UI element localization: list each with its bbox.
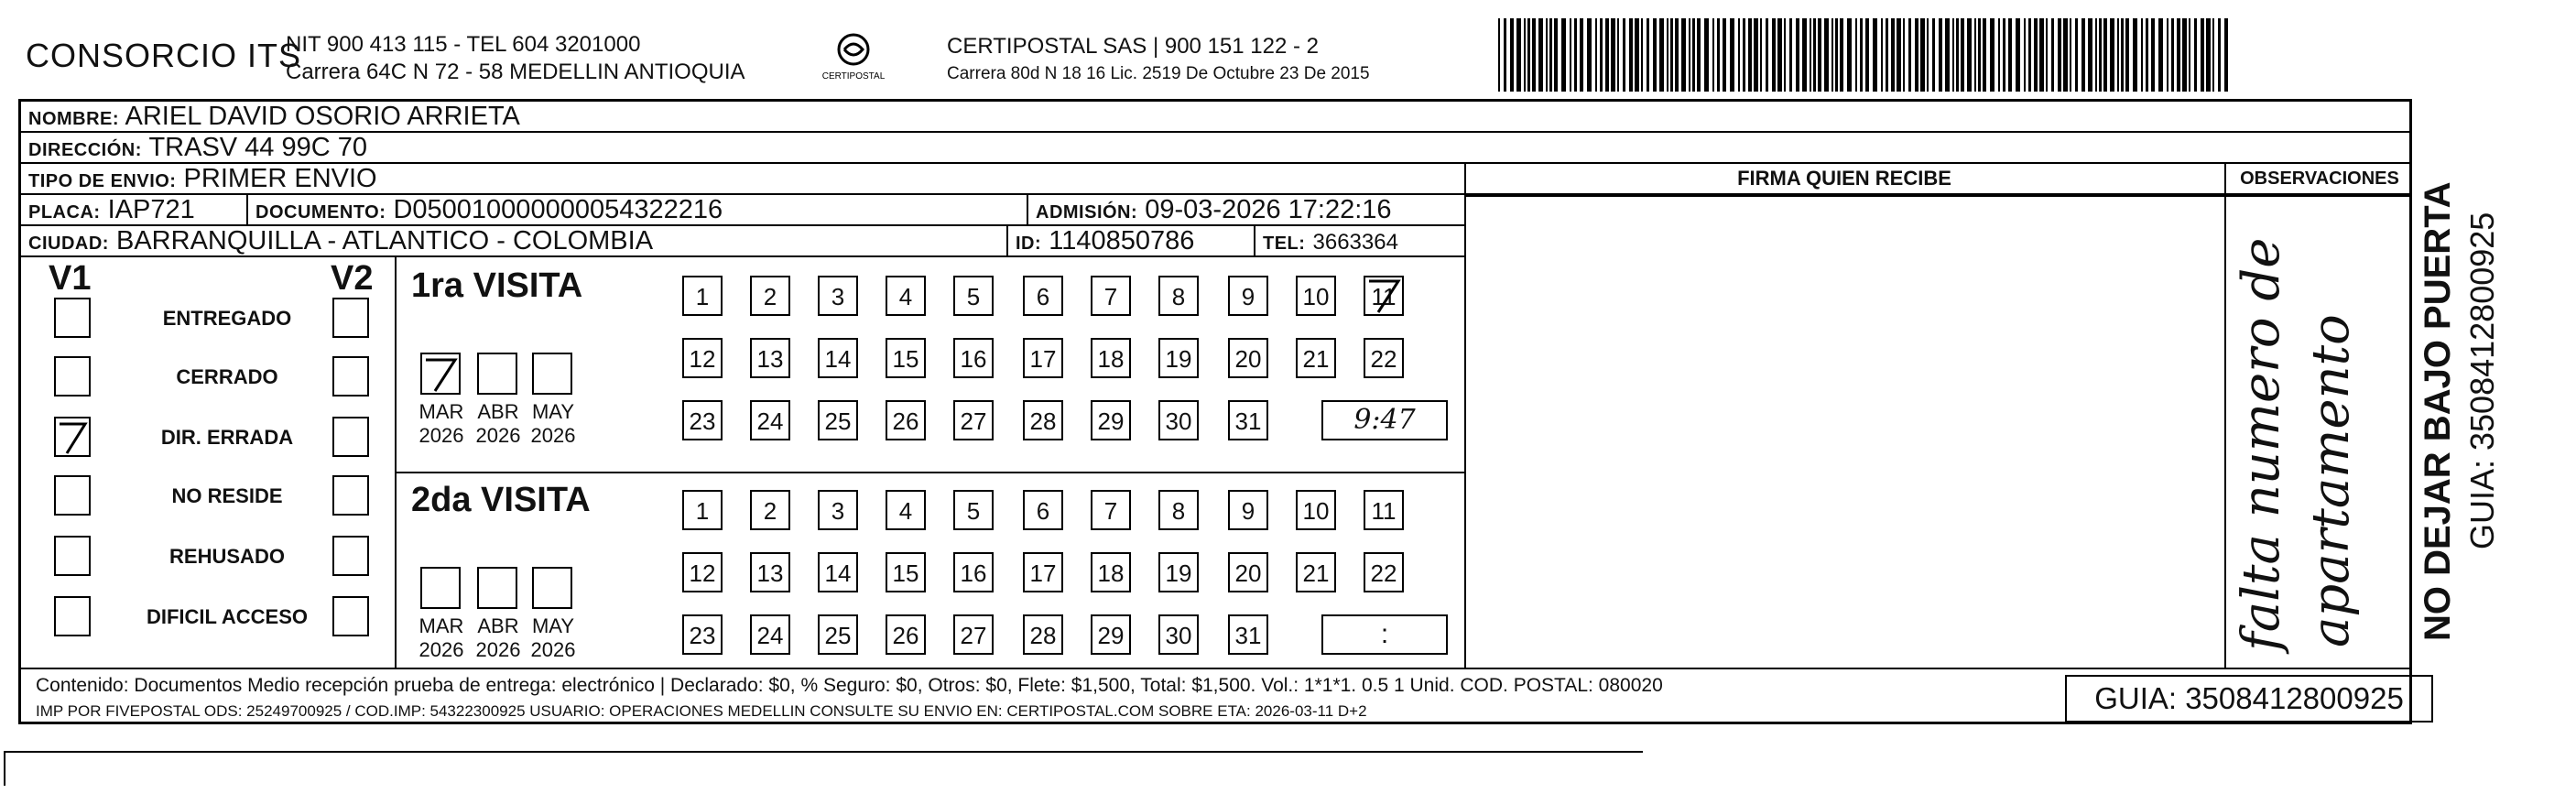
tipo-value: PRIMER ENVIO bbox=[183, 164, 377, 193]
second-visit-day-box[interactable]: 1 bbox=[682, 490, 723, 530]
first-visit-day-box[interactable]: 31 bbox=[1228, 400, 1268, 440]
barcode-bar bbox=[1956, 18, 1959, 92]
barcode-bar bbox=[2189, 18, 2190, 92]
barcode-bar bbox=[1641, 18, 1643, 92]
first-visit-day-box[interactable]: 30 bbox=[1158, 400, 1199, 440]
first-visit-day-box[interactable]: 10 bbox=[1296, 276, 1336, 316]
barcode-bar bbox=[2141, 18, 2143, 92]
status-reason-label: CERRADO bbox=[176, 365, 278, 388]
first-visit-day-box[interactable]: 26 bbox=[886, 400, 926, 440]
barcode-bar bbox=[1974, 18, 1976, 92]
second-visit-month-checkbox[interactable] bbox=[477, 567, 517, 609]
barcode-bar bbox=[1546, 18, 1548, 92]
month-year: 2026 bbox=[530, 638, 576, 661]
barcode-bar bbox=[1574, 18, 1577, 92]
barcode-bar bbox=[2201, 18, 2204, 92]
first-visit-day-box[interactable]: 20 bbox=[1228, 338, 1268, 378]
certipostal-logo bbox=[817, 29, 890, 86]
barcode bbox=[1498, 18, 2231, 92]
first-visit-day-box[interactable]: 9 bbox=[1228, 276, 1268, 316]
barcode-bar bbox=[2121, 18, 2124, 92]
second-visit-day-box[interactable]: 25 bbox=[818, 614, 858, 655]
barcode-bar bbox=[1524, 18, 1526, 92]
month-year: 2026 bbox=[418, 638, 464, 661]
first-visit-day-box[interactable]: 28 bbox=[1023, 400, 1063, 440]
month-name: MAR bbox=[418, 614, 464, 637]
row-ciudad bbox=[21, 226, 1464, 257]
barcode-bar bbox=[1855, 18, 1857, 92]
v1-checkbox[interactable] bbox=[54, 475, 91, 516]
barcode-bar bbox=[2034, 18, 2038, 92]
barcode-bar bbox=[2177, 18, 2180, 92]
barcode-bar bbox=[1605, 18, 1609, 92]
second-visit-day-box[interactable]: 5 bbox=[953, 490, 994, 530]
barcode-bar bbox=[1738, 18, 1740, 92]
month-year: 2026 bbox=[418, 424, 464, 447]
barcode-bar bbox=[1824, 18, 1829, 92]
placa-value: IAP721 bbox=[107, 195, 195, 224]
status-divider bbox=[395, 257, 397, 668]
second-visit-day-box[interactable]: 8 bbox=[1158, 490, 1199, 530]
v2-checkbox[interactable] bbox=[332, 298, 369, 338]
barcode-bar bbox=[1712, 18, 1714, 92]
first-visit-day-box[interactable]: 15 bbox=[886, 338, 926, 378]
company-info bbox=[286, 31, 745, 86]
bottom-rule-left bbox=[4, 751, 5, 786]
ciudad-cell bbox=[21, 226, 1006, 255]
delivery-form bbox=[18, 99, 2412, 724]
admision-label: ADMISIÓN: bbox=[1036, 202, 1138, 223]
barcode-bar bbox=[2110, 18, 2114, 92]
barcode-bar bbox=[2117, 18, 2119, 92]
firma-header: FIRMA QUIEN RECIBE bbox=[1737, 167, 1951, 190]
barcode-bar bbox=[2088, 18, 2092, 92]
barcode-bar bbox=[1554, 18, 1558, 92]
footer-line-1: Contenido: Documentos Medio recepción prueba de entrega: electrónico | Declarado: $0, % Seguro: $0, Otros: $0, Flete: $1,500, Total: $1,500. Vol.: 1*1*1. 0.5 1 Unid. COD. POSTAL: 080020 bbox=[36, 675, 1663, 696]
second-visit-day-box[interactable]: 30 bbox=[1158, 614, 1199, 655]
check-mark-icon bbox=[56, 418, 89, 455]
first-visit-day-box[interactable]: 7 bbox=[1091, 276, 1131, 316]
barcode-bar bbox=[1723, 18, 1726, 92]
check-mark-icon bbox=[1365, 277, 1402, 325]
barcode-bar bbox=[1611, 18, 1615, 92]
barcode-bar bbox=[2051, 18, 2054, 92]
first-visit-day-box[interactable]: 4 bbox=[886, 276, 926, 316]
first-visit-day-box[interactable] bbox=[1364, 276, 1404, 316]
second-visit-day-box[interactable]: 13 bbox=[750, 552, 790, 592]
second-visit-day-box[interactable]: 24 bbox=[750, 614, 790, 655]
first-visit-day-box[interactable]: 5 bbox=[953, 276, 994, 316]
first-visit-day-box[interactable]: 1 bbox=[682, 276, 723, 316]
barcode-bar bbox=[1629, 18, 1633, 92]
second-visit-day-box[interactable]: 15 bbox=[886, 552, 926, 592]
barcode-bar bbox=[2206, 18, 2211, 92]
barcode-bar bbox=[2008, 18, 2012, 92]
second-visit-day-box[interactable]: 11 bbox=[1364, 490, 1404, 530]
month-name: MAR bbox=[418, 400, 464, 423]
barcode-bar bbox=[1692, 18, 1695, 92]
barcode-bar bbox=[1847, 18, 1852, 92]
barcode-bar bbox=[1881, 18, 1883, 92]
barcode-bar bbox=[1538, 18, 1543, 92]
v2-header: V2 bbox=[331, 259, 374, 298]
month-name: MAY bbox=[531, 614, 575, 637]
v2-checkbox[interactable] bbox=[332, 596, 369, 636]
barcode-bar bbox=[1675, 18, 1679, 92]
observation-line-2: apartamento bbox=[2301, 314, 2361, 647]
check-mark-icon bbox=[422, 354, 459, 393]
second-visit-day-box[interactable]: 6 bbox=[1023, 490, 1063, 530]
barcode-bar bbox=[2218, 18, 2221, 92]
second-visit-day-box[interactable]: 14 bbox=[818, 552, 858, 592]
barcode-bar bbox=[1667, 18, 1668, 92]
first-visit-day-box[interactable]: 25 bbox=[818, 400, 858, 440]
first-visit-day-box[interactable]: 17 bbox=[1023, 338, 1063, 378]
first-visit-day-box[interactable]: 23 bbox=[682, 400, 723, 440]
barcode-bar bbox=[1704, 18, 1709, 92]
barcode-bar bbox=[1653, 18, 1657, 92]
barcode-bar bbox=[2024, 18, 2026, 92]
barcode-bar bbox=[1580, 18, 1583, 92]
nit-line: NIT 900 413 115 - TEL 604 3201000 bbox=[286, 32, 641, 57]
barcode-bar bbox=[1670, 18, 1673, 92]
firma-header-underline bbox=[1464, 195, 2409, 197]
side-warning: NO DEJAR BAJO PUERTA bbox=[2418, 181, 2458, 641]
barcode-bar bbox=[2039, 18, 2044, 92]
barcode-bar bbox=[1730, 18, 1734, 92]
barcode-bar bbox=[2133, 18, 2137, 92]
barcode-bar bbox=[1860, 18, 1863, 92]
barcode-bar bbox=[1516, 18, 1521, 92]
barcode-bar bbox=[2125, 18, 2129, 92]
barcode-bar bbox=[1498, 18, 1500, 92]
barcode-bar bbox=[2046, 18, 2048, 92]
id-value: 1140850786 bbox=[1049, 226, 1195, 255]
guia-box: GUIA: 3508412800925 bbox=[2065, 675, 2433, 723]
barcode-bar bbox=[1908, 18, 1911, 92]
barcode-bar bbox=[1920, 18, 1925, 92]
status-reason-label: NO RESIDE bbox=[171, 484, 283, 507]
barcode-bar bbox=[2224, 18, 2228, 92]
first-visit-day-box[interactable]: 12 bbox=[682, 338, 723, 378]
barcode-bar bbox=[1689, 18, 1690, 92]
tel-cell bbox=[1254, 226, 1464, 255]
v1-header: V1 bbox=[49, 259, 92, 298]
barcode-bar bbox=[1532, 18, 1536, 92]
barcode-bar bbox=[2075, 18, 2078, 92]
barcode-bar bbox=[2099, 18, 2102, 92]
barcode-bar bbox=[1510, 18, 1514, 92]
barcode-bar bbox=[1777, 18, 1782, 92]
first-visit-day-box[interactable]: 6 bbox=[1023, 276, 1063, 316]
firma-divider bbox=[1464, 164, 1466, 668]
admision-cell bbox=[1027, 195, 1464, 224]
nombre-value: ARIEL DAVID OSORIO ARRIETA bbox=[125, 102, 520, 131]
barcode-bar bbox=[1766, 18, 1768, 92]
second-visit-day-box[interactable]: 12 bbox=[682, 552, 723, 592]
barcode-bar bbox=[1978, 18, 1981, 92]
second-visit-title: 2da VISITA bbox=[411, 481, 591, 519]
address-line: Carrera 64C N 72 - 58 MEDELLIN ANTIOQUIA bbox=[286, 60, 745, 84]
first-visit-month-label bbox=[521, 400, 585, 448]
second-visit-day-box[interactable]: 10 bbox=[1296, 490, 1336, 530]
v1-checkbox[interactable] bbox=[54, 536, 91, 576]
second-visit-day-box[interactable]: 16 bbox=[953, 552, 994, 592]
first-visit-month-label bbox=[409, 400, 473, 448]
second-visit-day-box[interactable]: 4 bbox=[886, 490, 926, 530]
barcode-bar bbox=[1748, 18, 1752, 92]
first-visit-month-checkbox[interactable] bbox=[477, 353, 517, 395]
barcode-bar bbox=[1831, 18, 1833, 92]
barcode-bar bbox=[1681, 18, 1686, 92]
company-name: CONSORCIO ITS bbox=[26, 37, 302, 74]
second-visit-day-box[interactable]: 27 bbox=[953, 614, 994, 655]
first-visit-day-box[interactable]: 14 bbox=[818, 338, 858, 378]
second-visit-month-checkbox[interactable] bbox=[420, 567, 461, 609]
barcode-bar bbox=[1810, 18, 1811, 92]
barcode-bar bbox=[1754, 18, 1758, 92]
first-visit-title: 1ra VISITA bbox=[411, 266, 583, 305]
status-reason-label: REHUSADO bbox=[169, 545, 285, 568]
v2-checkbox[interactable] bbox=[332, 475, 369, 516]
first-visit-day-box[interactable]: 22 bbox=[1364, 338, 1404, 378]
visit-divider bbox=[395, 472, 1464, 473]
logo-text: CERTIPOSTAL bbox=[821, 71, 886, 81]
certi-address: Carrera 80d N 18 16 Lic. 2519 De Octubre 23 De 2015 bbox=[947, 64, 1370, 83]
barcode-bar bbox=[1932, 18, 1935, 92]
second-visit-month-checkbox[interactable] bbox=[532, 567, 572, 609]
barcode-bar bbox=[2146, 18, 2148, 92]
barcode-bar bbox=[1527, 18, 1530, 92]
barcode-bar bbox=[1903, 18, 1905, 92]
barcode-bar bbox=[1891, 18, 1895, 92]
direccion-label: DIRECCIÓN: bbox=[28, 140, 142, 160]
barcode-bar bbox=[1939, 18, 1942, 92]
barcode-bar bbox=[1760, 18, 1762, 92]
tipo-label: TIPO DE ENVIO: bbox=[28, 171, 177, 191]
first-visit-month-checkbox[interactable] bbox=[532, 353, 572, 395]
barcode-bar bbox=[1549, 18, 1552, 92]
first-visit-day-box[interactable]: 21 bbox=[1296, 338, 1336, 378]
documento-value: D050010000000054322216 bbox=[393, 195, 723, 224]
barcode-bar bbox=[1717, 18, 1720, 92]
first-visit-day-box[interactable]: 27 bbox=[953, 400, 994, 440]
status-reason-label: DIR. ERRADA bbox=[160, 426, 294, 449]
barcode-bar bbox=[1927, 18, 1929, 92]
barcode-bar bbox=[1813, 18, 1816, 92]
placa-cell bbox=[21, 195, 246, 224]
second-visit-day-box[interactable]: 7 bbox=[1091, 490, 1131, 530]
barcode-bar bbox=[1961, 18, 1964, 92]
barcode-bar bbox=[1873, 18, 1877, 92]
barcode-bar bbox=[1772, 18, 1776, 92]
first-visit-time-box[interactable]: 9:47 bbox=[1321, 400, 1448, 440]
barcode-bar bbox=[1886, 18, 1888, 92]
v1-checkbox[interactable] bbox=[54, 356, 91, 397]
direccion-value: TRASV 44 99C 70 bbox=[148, 133, 368, 162]
second-visit-day-box[interactable]: 29 bbox=[1091, 614, 1131, 655]
first-visit-day-box[interactable]: 19 bbox=[1158, 338, 1199, 378]
row-placa bbox=[21, 195, 1464, 226]
second-visit-day-box[interactable]: 20 bbox=[1228, 552, 1268, 592]
first-visit-month-checkbox[interactable] bbox=[420, 353, 461, 395]
observaciones-header: OBSERVACIONES bbox=[2240, 168, 2399, 189]
barcode-bar bbox=[1802, 18, 1807, 92]
second-visit-day-box[interactable]: 3 bbox=[818, 490, 858, 530]
month-name: MAY bbox=[531, 400, 575, 423]
certipostal-info bbox=[947, 33, 1370, 88]
id-label: ID: bbox=[1016, 234, 1042, 254]
barcode-bar bbox=[2158, 18, 2163, 92]
barcode-bar bbox=[1784, 18, 1786, 92]
placa-label: PLACA: bbox=[28, 202, 101, 223]
v2-checkbox[interactable] bbox=[332, 536, 369, 576]
second-visit-day-box[interactable]: 26 bbox=[886, 614, 926, 655]
second-visit-day-box[interactable]: 2 bbox=[750, 490, 790, 530]
barcode-bar bbox=[1647, 18, 1649, 92]
barcode-bar bbox=[2212, 18, 2214, 92]
barcode-bar bbox=[2028, 18, 2031, 92]
row-tipo bbox=[21, 164, 2409, 195]
first-visit-day-box[interactable]: 2 bbox=[750, 276, 790, 316]
second-visit-day-box[interactable]: 17 bbox=[1023, 552, 1063, 592]
barcode-bar bbox=[1595, 18, 1597, 92]
first-visit-day-box[interactable]: 16 bbox=[953, 338, 994, 378]
second-visit-day-box[interactable]: 18 bbox=[1091, 552, 1131, 592]
barcode-bar bbox=[1897, 18, 1901, 92]
barcode-bar bbox=[1570, 18, 1571, 92]
barcode-bar bbox=[2182, 18, 2187, 92]
ciudad-value: BARRANQUILLA - ATLANTICO - COLOMBIA bbox=[116, 226, 654, 255]
month-year: 2026 bbox=[475, 424, 521, 447]
v1-checkbox[interactable] bbox=[54, 417, 91, 457]
id-cell bbox=[1006, 226, 1259, 255]
nombre-label: NOMBRE: bbox=[28, 109, 120, 129]
barcode-bar bbox=[2095, 18, 2097, 92]
v2-checkbox[interactable] bbox=[332, 417, 369, 457]
barcode-bar bbox=[1623, 18, 1625, 92]
barcode-bar bbox=[2171, 18, 2174, 92]
row-direccion bbox=[21, 133, 2409, 164]
first-visit-day-box[interactable]: 18 bbox=[1091, 338, 1131, 378]
second-visit-time-box[interactable]: : bbox=[1321, 614, 1448, 655]
barcode-bar bbox=[1865, 18, 1869, 92]
barcode-bar bbox=[2194, 18, 2197, 92]
second-visit-month-label bbox=[409, 614, 473, 662]
barcode-bar bbox=[1635, 18, 1639, 92]
month-name: ABR bbox=[477, 400, 519, 423]
barcode-bar bbox=[1504, 18, 1506, 92]
barcode-bar bbox=[1840, 18, 1843, 92]
barcode-bar bbox=[1789, 18, 1792, 92]
first-visit-day-box[interactable]: 24 bbox=[750, 400, 790, 440]
row-nombre bbox=[21, 102, 2409, 133]
documento-cell bbox=[246, 195, 1034, 224]
barcode-bar bbox=[1952, 18, 1954, 92]
bottom-rule bbox=[4, 751, 1643, 753]
barcode-bar bbox=[2167, 18, 2168, 92]
barcode-bar bbox=[1617, 18, 1619, 92]
second-visit-day-box[interactable]: 9 bbox=[1228, 490, 1268, 530]
tel-value: 3663364 bbox=[1312, 230, 1398, 255]
barcode-bar bbox=[2063, 18, 2068, 92]
second-visit-day-box[interactable]: 19 bbox=[1158, 552, 1199, 592]
barcode-bar bbox=[1600, 18, 1603, 92]
barcode-bar bbox=[1587, 18, 1592, 92]
barcode-bar bbox=[2070, 18, 2071, 92]
second-visit-day-box[interactable]: 31 bbox=[1228, 614, 1268, 655]
barcode-bar bbox=[2003, 18, 2005, 92]
barcode-bar bbox=[1945, 18, 1950, 92]
barcode-bar bbox=[1915, 18, 1918, 92]
first-visit-day-box[interactable]: 13 bbox=[750, 338, 790, 378]
barcode-bar bbox=[2016, 18, 2020, 92]
barcode-bar bbox=[2103, 18, 2107, 92]
barcode-bar bbox=[2151, 18, 2155, 92]
second-visit-month-label bbox=[521, 614, 585, 662]
barcode-bar bbox=[1697, 18, 1701, 92]
month-name: ABR bbox=[477, 614, 519, 637]
month-year: 2026 bbox=[530, 424, 576, 447]
footer bbox=[21, 668, 2409, 724]
barcode-bar bbox=[2081, 18, 2085, 92]
second-visit-day-box[interactable]: 28 bbox=[1023, 614, 1063, 655]
observation-line-1: falta numero de bbox=[2232, 237, 2291, 651]
barcode-bar bbox=[1659, 18, 1664, 92]
first-visit-day-box[interactable]: 3 bbox=[818, 276, 858, 316]
second-visit-day-box[interactable]: 21 bbox=[1296, 552, 1336, 592]
second-visit-day-box[interactable]: 22 bbox=[1364, 552, 1404, 592]
barcode-bar bbox=[1998, 18, 2000, 92]
second-visit-day-box[interactable]: 23 bbox=[682, 614, 723, 655]
barcode-bar bbox=[1835, 18, 1838, 92]
barcode-bar bbox=[1796, 18, 1799, 92]
barcode-bar bbox=[2058, 18, 2061, 92]
status-reason-label: ENTREGADO bbox=[162, 307, 292, 330]
status-reason-label: DIFICIL ACCESO bbox=[146, 605, 308, 628]
v1-checkbox[interactable] bbox=[54, 298, 91, 338]
v1-checkbox[interactable] bbox=[54, 596, 91, 636]
v2-checkbox[interactable] bbox=[332, 356, 369, 397]
observaciones-divider bbox=[2224, 164, 2226, 668]
barcode-bar bbox=[1818, 18, 1821, 92]
ciudad-label: CIUDAD: bbox=[28, 234, 109, 254]
barcode-bar bbox=[1983, 18, 1986, 92]
first-visit-day-box[interactable]: 8 bbox=[1158, 276, 1199, 316]
admision-value: 09-03-2026 17:22:16 bbox=[1145, 195, 1392, 224]
tel-label: TEL: bbox=[1263, 234, 1306, 254]
month-year: 2026 bbox=[475, 638, 521, 661]
barcode-bar bbox=[1990, 18, 1994, 92]
header bbox=[0, 0, 2576, 101]
tipo-cell bbox=[21, 164, 1464, 193]
side-guia: GUIA: 3508412800925 bbox=[2463, 212, 2501, 549]
barcode-bar bbox=[1967, 18, 1972, 92]
day-number: 11 bbox=[1371, 283, 1397, 310]
footer-line-2: IMP POR FIVEPOSTAL ODS: 25249700925 / COD.IMP: 54322300925 USUARIO: OPERACIONES MEDELLIN CONSULTE SU ENVIO EN: CERTIPOSTAL.COM SOBRE ETA: 2026-03-11 D+2 bbox=[36, 702, 1367, 720]
documento-label: DOCUMENTO: bbox=[255, 202, 386, 223]
barcode-bar bbox=[1561, 18, 1566, 92]
first-visit-day-box[interactable]: 29 bbox=[1091, 400, 1131, 440]
certi-line: CERTIPOSTAL SAS | 900 151 122 - 2 bbox=[947, 34, 1319, 59]
barcode-bar bbox=[1743, 18, 1745, 92]
